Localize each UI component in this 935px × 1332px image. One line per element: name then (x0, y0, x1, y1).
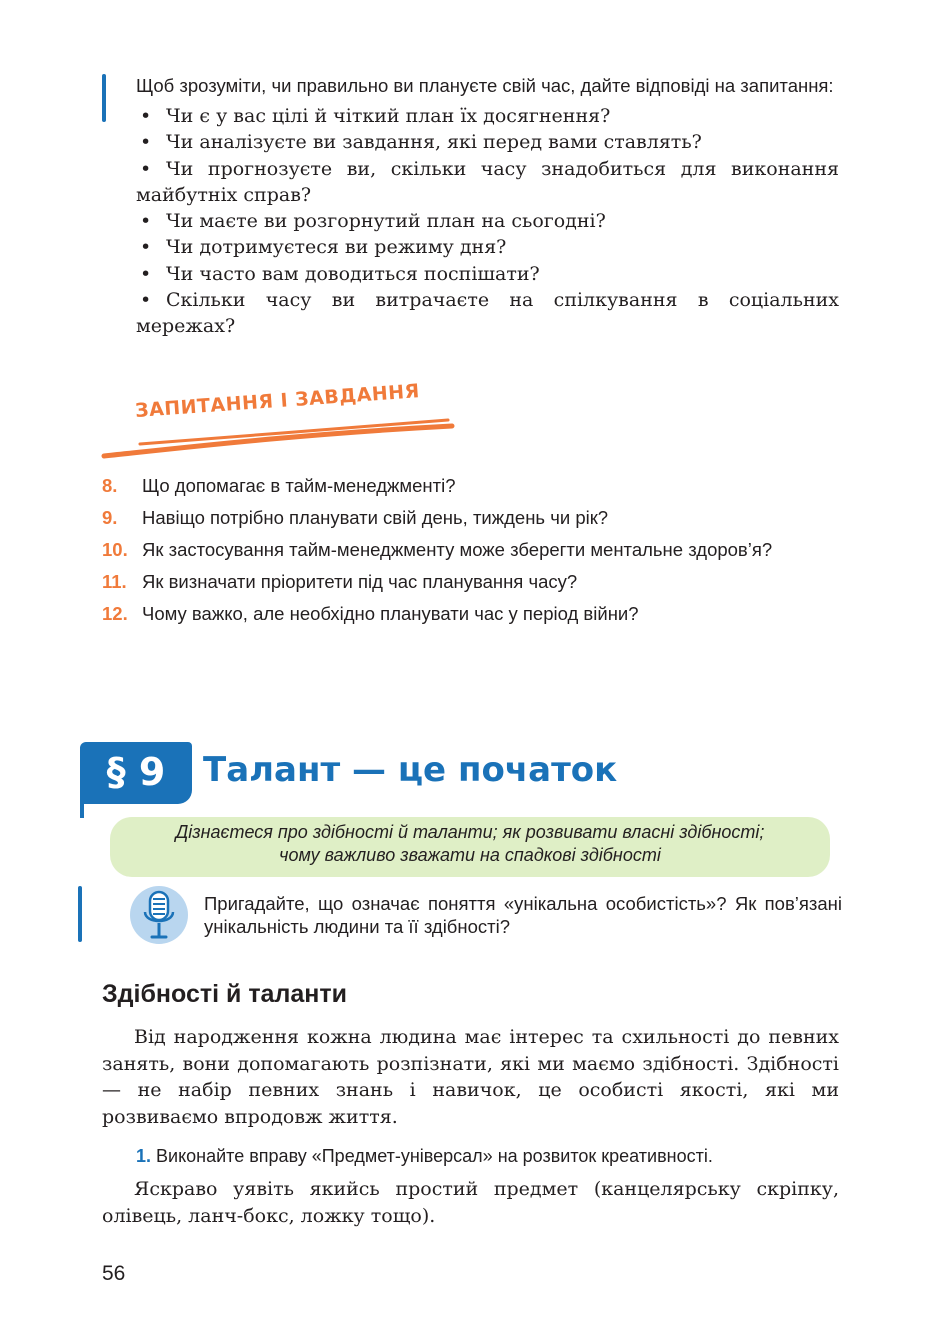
bullet-icon: • (140, 157, 152, 180)
question-text: Що допомагає в тайм-менеджменті? (142, 475, 456, 496)
question-number: 9. (102, 507, 118, 528)
questions-heading-title: ЗАПИТАННЯ І ЗАВДАННЯ (134, 380, 421, 422)
section-number: § 9 (106, 750, 166, 794)
bullet-text: Чи дотримуєтеся ви режиму дня? (166, 236, 507, 259)
list-item (136, 129, 839, 155)
list-item (102, 474, 839, 497)
bullet-icon: • (140, 262, 152, 285)
intro-block (136, 74, 839, 340)
intro-accent-bar (102, 74, 106, 122)
goals-line-1: Дізнаєтеся про здібності й таланти; як розвивати власні здібності; (175, 822, 765, 842)
task-line (136, 1145, 713, 1168)
list-item (136, 208, 839, 234)
paragraph-1: Від народження кожна людина має інтерес та схильності до певних занять, вони допомагають розпізнати, які ми маємо здібності. Здібності — не набір певних знань і навичок, це особисті якості, які ми розвиваємо впродовж життя. (102, 1026, 839, 1128)
bullet-text: Чи часто вам доводиться поспішати? (166, 262, 540, 285)
question-text: Навіщо потрібно планувати свій день, тиждень чи рік? (142, 507, 609, 528)
task-text: Виконайте вправу «Предмет-універсал» на розвиток креативності. (156, 1146, 713, 1166)
remember-text: Пригадайте, що означає поняття «унікальна особистість»? Як пов’язані унікальність людини та її здібності? (204, 893, 842, 937)
question-text: Як визначати пріоритети під час планування часу? (142, 571, 578, 592)
question-number: 8. (102, 475, 118, 496)
intro-text: Щоб зрозуміти, чи правильно ви плануєте свій час, дайте відповіді на запитання: (136, 75, 834, 96)
bullet-icon: • (140, 131, 152, 154)
list-item (102, 538, 839, 561)
list-item (136, 103, 839, 129)
list-item (136, 287, 839, 340)
bullet-text: Чи аналізуєте ви завдання, які перед вами ставлять? (166, 131, 702, 154)
question-number: 10. (102, 539, 128, 560)
list-item (136, 156, 839, 209)
task-number: 1. (136, 1146, 152, 1166)
subheading: Здібності й таланти (102, 980, 347, 1008)
list-item (136, 234, 839, 260)
remember-accent-bar (78, 886, 82, 942)
paragraph-2: Яскраво уявіть якийсь простий предмет (канцелярську скріпку, олівець, ланч-бокс, ложку тощо). (102, 1178, 839, 1227)
section-number-badge (80, 742, 192, 804)
bullet-icon: • (140, 105, 152, 127)
list-item (102, 570, 839, 593)
list-item (102, 602, 839, 625)
list-item (102, 506, 839, 529)
section-goals-box (110, 817, 830, 877)
intro-bullet-list (136, 103, 839, 340)
question-number: 11. (102, 571, 127, 592)
section-title: Талант — це початок (203, 750, 618, 790)
page-number: 56 (102, 1262, 126, 1285)
question-number: 12. (102, 603, 128, 624)
bullet-text: Чи прогнозуєте ви, скільки часу знадобиться для виконання майбутніх справ? (136, 157, 839, 206)
bullet-text: Чи маєте ви розгорнутий план на сьогодні? (166, 210, 606, 233)
bullet-icon: • (140, 210, 152, 233)
bullet-text: Чи є у вас цілі й чіткий план їх досягнення? (166, 105, 611, 127)
questions-list (102, 474, 839, 634)
goals-line-2: чому важливо зважати на спадкові здібності (279, 845, 661, 865)
microphone-icon (130, 886, 188, 944)
question-text: Як застосування тайм-менеджменту може зберегти ментальне здоров’я? (142, 539, 773, 560)
question-text: Чому важко, але необхідно планувати час у період війни? (142, 603, 639, 624)
bullet-text: Скільки часу ви витрачаєте на спілкування в соціальних мережах? (136, 289, 839, 338)
questions-heading (100, 380, 460, 465)
list-item (136, 261, 839, 287)
bullet-icon: • (140, 236, 152, 259)
bullet-icon: • (140, 289, 152, 312)
